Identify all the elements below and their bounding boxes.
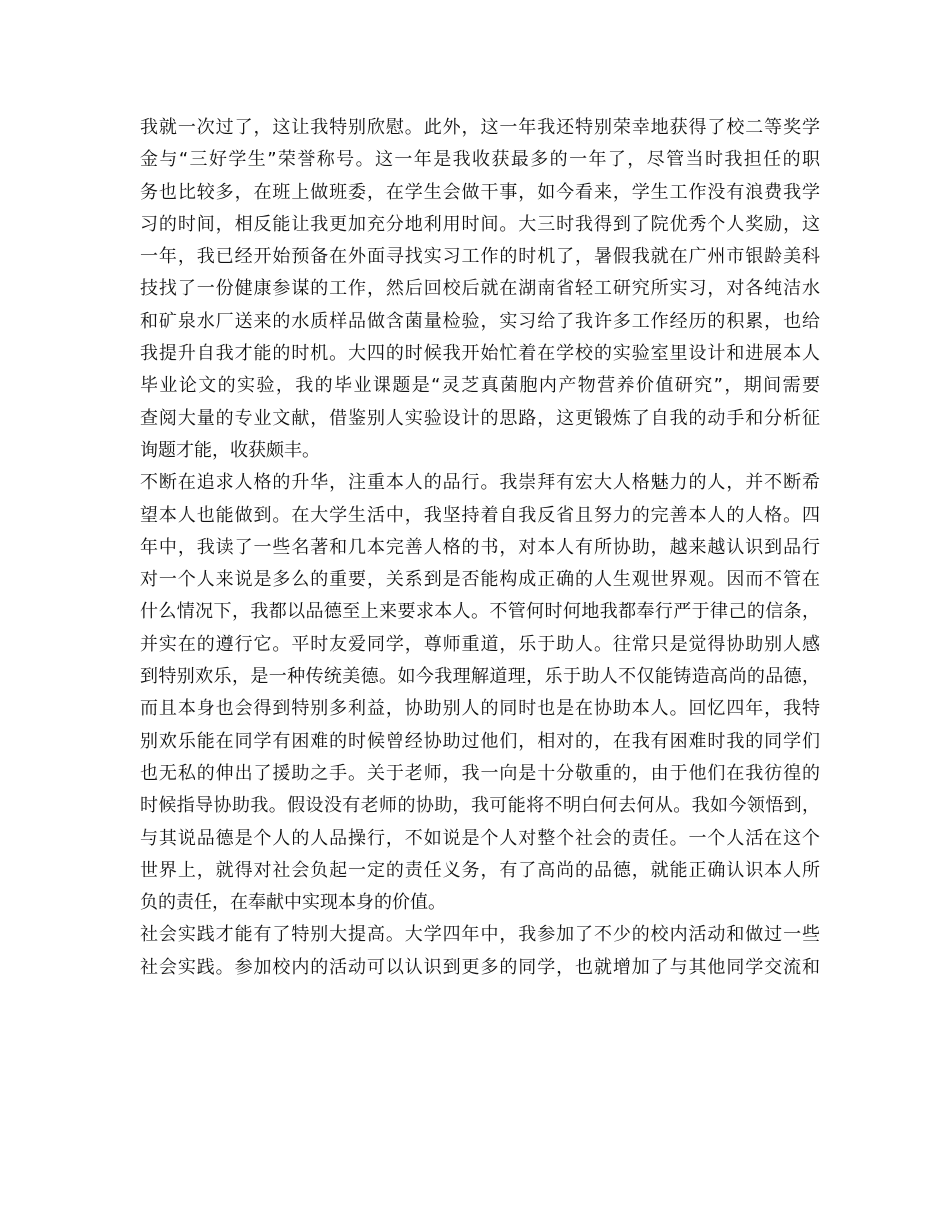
text-line: 一年，我已经开始预备在外面寻找实习工作的时机了，暑假我就在广州市银龄美科	[140, 246, 820, 268]
text-line: 询题才能，收获颇丰。	[140, 439, 320, 461]
text-line: 世界上，就得对社会负起一定的责任义务，有了高尚的品德，就能正确认识本人所	[140, 859, 820, 881]
text-line: 查阅大量的专业文献，借鉴别人实验设计的思路，这更锻炼了自我的动手和分析征	[140, 407, 820, 429]
text-line: 与其说品德是个人的人品操行，不如说是个人对整个社会的责任。一个人活在这个	[140, 827, 820, 849]
paragraph-2	[140, 467, 820, 919]
paragraph-1	[140, 112, 820, 467]
text-line: 对一个人来说是多么的重要，关系到是否能构成正确的人生观世界观。因而不管在	[140, 569, 820, 591]
body-text	[140, 112, 820, 984]
text-line: 别欢乐能在同学有困难的时候曾经协助过他们，相对的，在我有困难时我的同学们	[140, 730, 820, 752]
text-line: 技找了一份健康参谋的工作，然后回校后就在湖南省轻工研究所实习，对各纯洁水	[140, 278, 820, 300]
text-line: 我提升自我才能的时机。大四的时候我开始忙着在学校的实验室里设计和进展本人	[140, 343, 820, 365]
text-line: 年中，我读了一些名著和几本完善人格的书，对本人有所协助，越来越认识到品行	[140, 536, 820, 558]
text-line: 负的责任，在奉献中实现本身的价值。	[140, 892, 446, 914]
text-line: 我就一次过了，这让我特别欣慰。此外，这一年我还特别荣幸地获得了校二等奖学	[140, 117, 820, 138]
text-line: 并实在的遵行它。平时友爱同学，尊师重道，乐于助人。往常只是觉得协助别人感	[140, 633, 820, 655]
text-line: 不断在追求人格的升华，注重本人的品行。我崇拜有宏大人格魅力的人，并不断希	[140, 472, 820, 494]
text-line: 什么情况下，我都以品德至上来要求本人。不管何时何地我都奉行严于律己的信条，	[140, 601, 820, 623]
text-line: 务也比较多，在班上做班委，在学生会做干事，如今看来，学生工作没有浪费我学	[140, 181, 820, 203]
text-line: 毕业论文的实验，我的毕业课题是“灵芝真菌胞内产物营养价值研究”，期间需要	[140, 375, 820, 397]
text-line: 和矿泉水厂送来的水质样品做含菌量检验，实习给了我许多工作经历的积累，也给	[140, 310, 820, 332]
text-line: 社会实践。参加校内的活动可以认识到更多的同学，也就增加了与其他同学交流和	[140, 956, 820, 978]
text-line: 金与“三好学生”荣誉称号。这一年是我收获最多的一年了，尽管当时我担任的职	[140, 149, 820, 171]
text-line: 也无私的伸出了援助之手。关于老师，我一向是十分敬重的，由于他们在我彷徨的	[140, 762, 820, 784]
paragraph-3	[140, 919, 820, 984]
text-line: 时候指导协助我。假设没有老师的协助，我可能将不明白何去何从。我如今领悟到，	[140, 795, 820, 817]
text-line: 而且本身也会得到特别多利益，协助别人的同时也是在协助本人。回忆四年，我特	[140, 698, 820, 720]
text-line: 望本人也能做到。在大学生活中，我坚持着自我反省且努力的完善本人的人格。四	[140, 504, 820, 526]
text-line: 社会实践才能有了特别大提高。大学四年中，我参加了不少的校内活动和做过一些	[140, 924, 820, 946]
text-line: 习的时间，相反能让我更加充分地利用时间。大三时我得到了院优秀个人奖励，这	[140, 213, 820, 235]
text-line: 到特别欢乐，是一种传统美德。如今我理解道理，乐于助人不仅能铸造高尚的品德，	[140, 666, 820, 688]
